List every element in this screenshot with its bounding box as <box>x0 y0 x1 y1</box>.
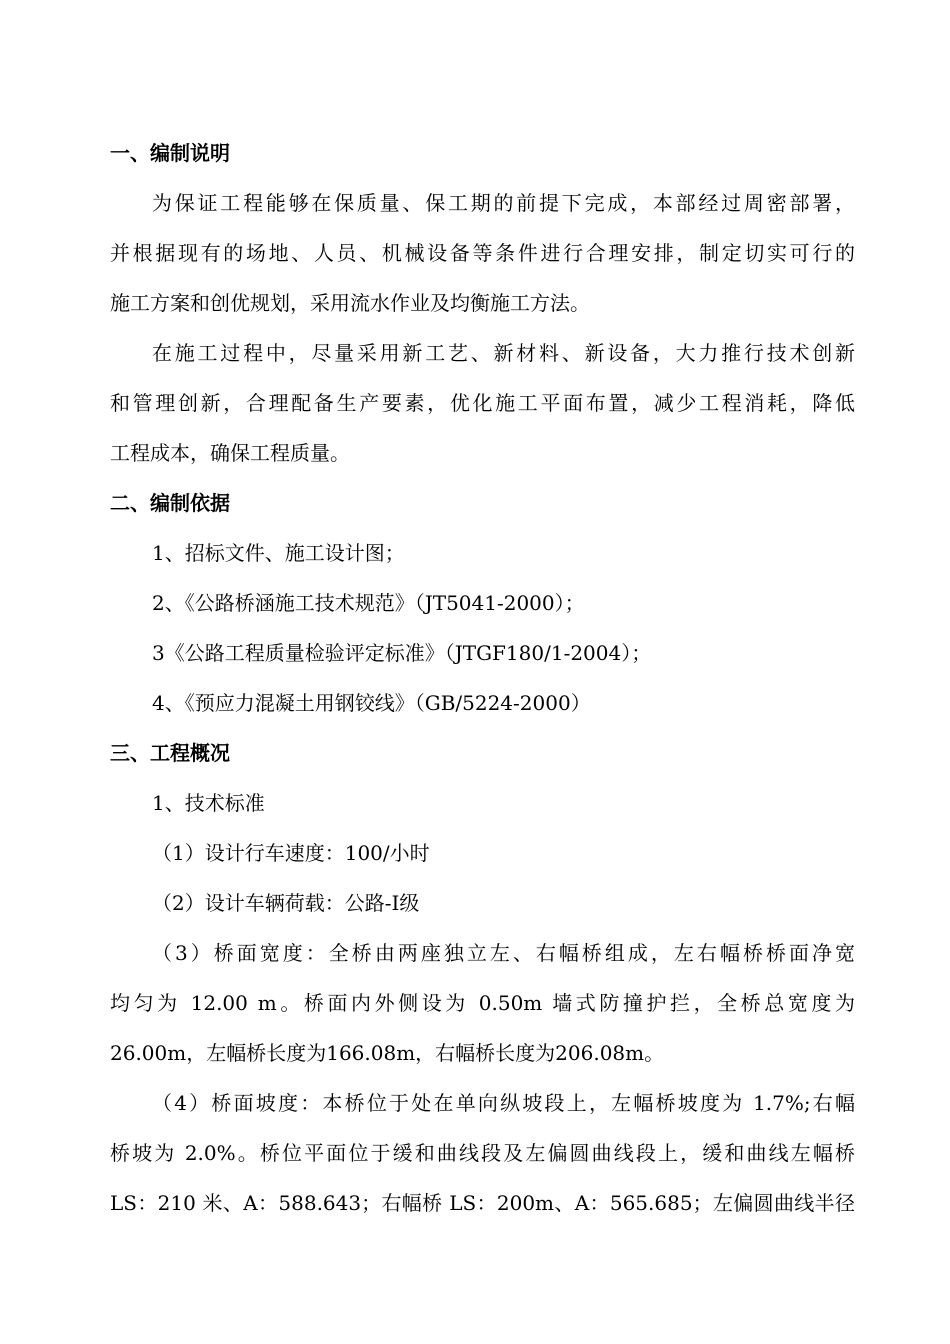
paragraph-3-line-1: （3）桥面宽度：全桥由两座独立左、右幅桥组成，左右幅桥桥面净宽 <box>152 941 855 965</box>
paragraph-2-line-3: 工程成本，确保工程质量。 <box>110 441 350 465</box>
basis-item-3: 3《公路工程质量检验评定标准》（JTGF180/1-2004）； <box>152 641 652 665</box>
section-heading-1: 一、编制说明 <box>110 141 230 165</box>
overview-item-1: 1、技术标准 <box>152 791 265 815</box>
paragraph-1-line-3: 施工方案和创优规划，采用流水作业及均衡施工方法。 <box>110 291 590 315</box>
overview-item-2: （1）设计行车速度：100/小时 <box>152 841 430 865</box>
paragraph-1-line-2: 并根据现有的场地、人员、机械设备等条件进行合理安排，制定切实可行的 <box>110 241 855 265</box>
paragraph-4-line-2: 桥坡为 2.0%。桥位平面位于缓和曲线段及左偏圆曲线段上，缓和曲线左幅桥 <box>110 1141 855 1165</box>
paragraph-1-line-1: 为保证工程能够在保质量、保工期的前提下完成，本部经过周密部署， <box>152 191 855 215</box>
section-heading-3: 三、工程概况 <box>110 741 230 765</box>
paragraph-3-line-3: 26.00m，左幅桥长度为166.08m，右幅桥长度为206.08m。 <box>110 1041 665 1065</box>
paragraph-2-line-2: 和管理创新，合理配备生产要素，优化施工平面布置，减少工程消耗，降低 <box>110 391 855 415</box>
basis-item-2: 2、《公路桥涵施工技术规范》（JT5041-2000）； <box>152 591 585 615</box>
overview-item-3: （2）设计车辆荷载：公路-Ⅰ级 <box>152 891 420 915</box>
section-heading-2: 二、编制依据 <box>110 491 230 515</box>
paragraph-4-line-3: LS：210 米、A：588.643；右幅桥 LS：200m、A：565.685；左偏圆曲线半径 <box>110 1191 855 1215</box>
paragraph-4-line-1: （4）桥面坡度：本桥位于处在单向纵坡段上，左幅桥坡度为 1.7%;右幅 <box>152 1091 855 1115</box>
document-body <box>110 128 855 1228</box>
paragraph-3-line-2: 均匀为 12.00 m。桥面内外侧设为 0.50m 墙式防撞护拦，全桥总宽度为 <box>110 991 855 1015</box>
basis-item-4: 4、《预应力混凝土用钢铰线》（GB/5224-2000） <box>152 691 591 715</box>
paragraph-2-line-1: 在施工过程中，尽量采用新工艺、新材料、新设备，大力推行技术创新 <box>152 341 855 365</box>
basis-item-1: 1、招标文件、施工设计图； <box>152 541 405 565</box>
